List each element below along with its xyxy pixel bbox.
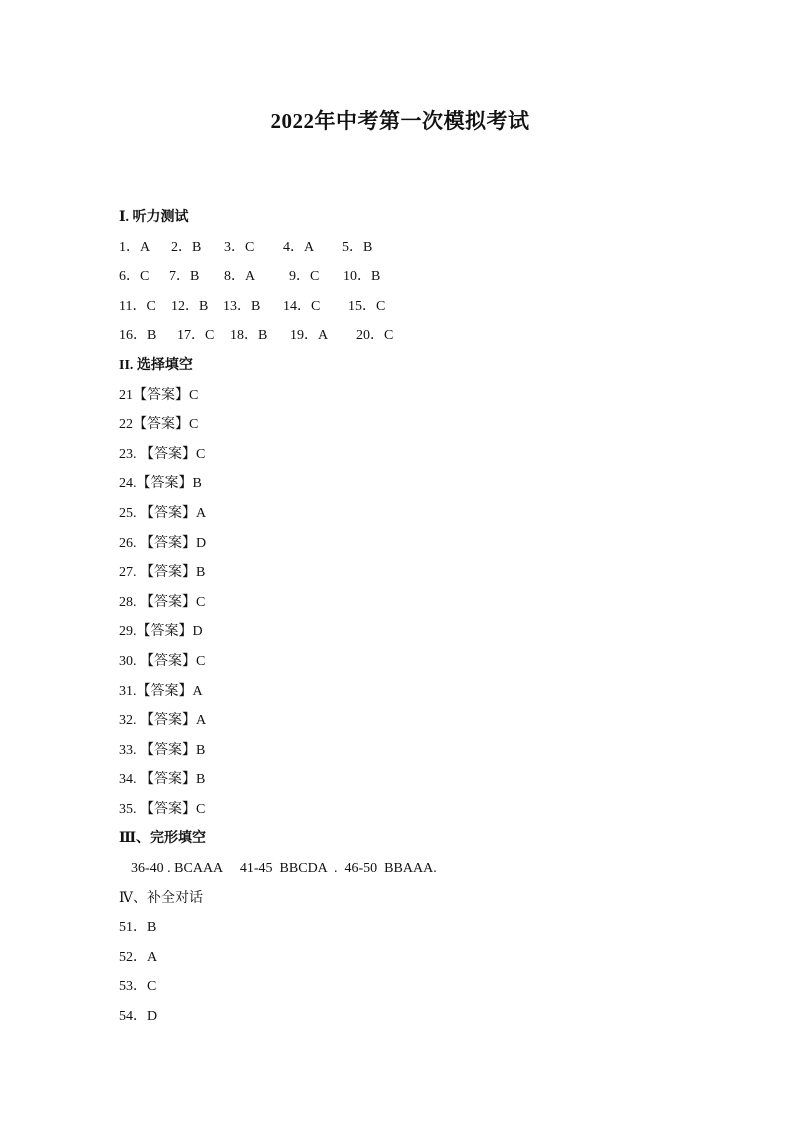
choice-answer: 26. 【答案】D — [119, 535, 207, 551]
dialogue-answer: 52．A — [119, 949, 158, 965]
section-heading-cloze: Ⅲ、完形填空 — [119, 831, 207, 847]
cloze-answers: 36-40 . BCAAA 41-45 BBCDA . 46-50 BBAAA. — [131, 861, 437, 877]
choice-answer: 21【答案】C — [119, 387, 199, 403]
section-heading-dialogue: Ⅳ、补全对话 — [119, 890, 203, 906]
answer-sheet — [119, 206, 740, 1035]
answer-item: 3．C — [224, 239, 255, 255]
dialogue-answer: 54．D — [119, 1009, 158, 1025]
answer-item: 6．C — [119, 269, 150, 285]
answer-item: 14．C — [283, 298, 321, 314]
answer-item: 20．C — [356, 328, 394, 344]
choice-answer: 34. 【答案】B — [119, 772, 206, 788]
answer-item: 18．B — [230, 328, 268, 344]
page-title: 2022年中考第一次模拟考试 — [270, 109, 530, 133]
answer-item: 16．B — [119, 328, 157, 344]
answer-item: 15．C — [348, 298, 386, 314]
answer-item: 4．A — [283, 239, 315, 255]
choice-answer: 24.【答案】B — [119, 476, 202, 492]
choice-answer: 32. 【答案】A — [119, 713, 207, 729]
dialogue-answer: 53．C — [119, 979, 157, 995]
choice-answer: 22【答案】C — [119, 417, 199, 433]
answer-item: 2．B — [171, 239, 202, 255]
answer-item: 9．C — [289, 269, 320, 285]
listening-row-4 — [119, 324, 740, 354]
answer-item: 10．B — [343, 269, 381, 285]
choice-answer: 27. 【答案】B — [119, 565, 206, 581]
listening-row-2 — [119, 265, 740, 295]
answer-item: 19．A — [290, 328, 329, 344]
section-heading-listening: Ⅰ. 听力测试 — [119, 210, 189, 225]
section-heading-choice: II. 选择填空 — [119, 357, 193, 373]
answer-item: 5．B — [342, 239, 373, 255]
listening-row-1 — [119, 236, 740, 266]
choice-answer: 30. 【答案】C — [119, 653, 206, 669]
choice-answer: 28. 【答案】C — [119, 594, 206, 610]
answer-item: 12．B — [171, 298, 209, 314]
answer-item: 1．A — [119, 239, 151, 255]
answer-item: 17．C — [177, 328, 215, 344]
choice-answer: 23. 【答案】C — [119, 446, 206, 462]
choice-answer: 25. 【答案】A — [119, 505, 207, 521]
choice-answer: 31.【答案】A — [119, 683, 203, 699]
choice-answer: 35. 【答案】C — [119, 801, 206, 817]
answer-item: 13．B — [223, 298, 261, 314]
choice-answer: 29.【答案】D — [119, 624, 203, 640]
dialogue-answer: 51．B — [119, 920, 157, 936]
answer-item: 11．C — [119, 298, 156, 314]
answer-item: 8．A — [224, 269, 256, 285]
answer-item: 7．B — [169, 269, 200, 285]
choice-answer: 33. 【答案】B — [119, 742, 206, 758]
listening-row-3 — [119, 295, 740, 325]
